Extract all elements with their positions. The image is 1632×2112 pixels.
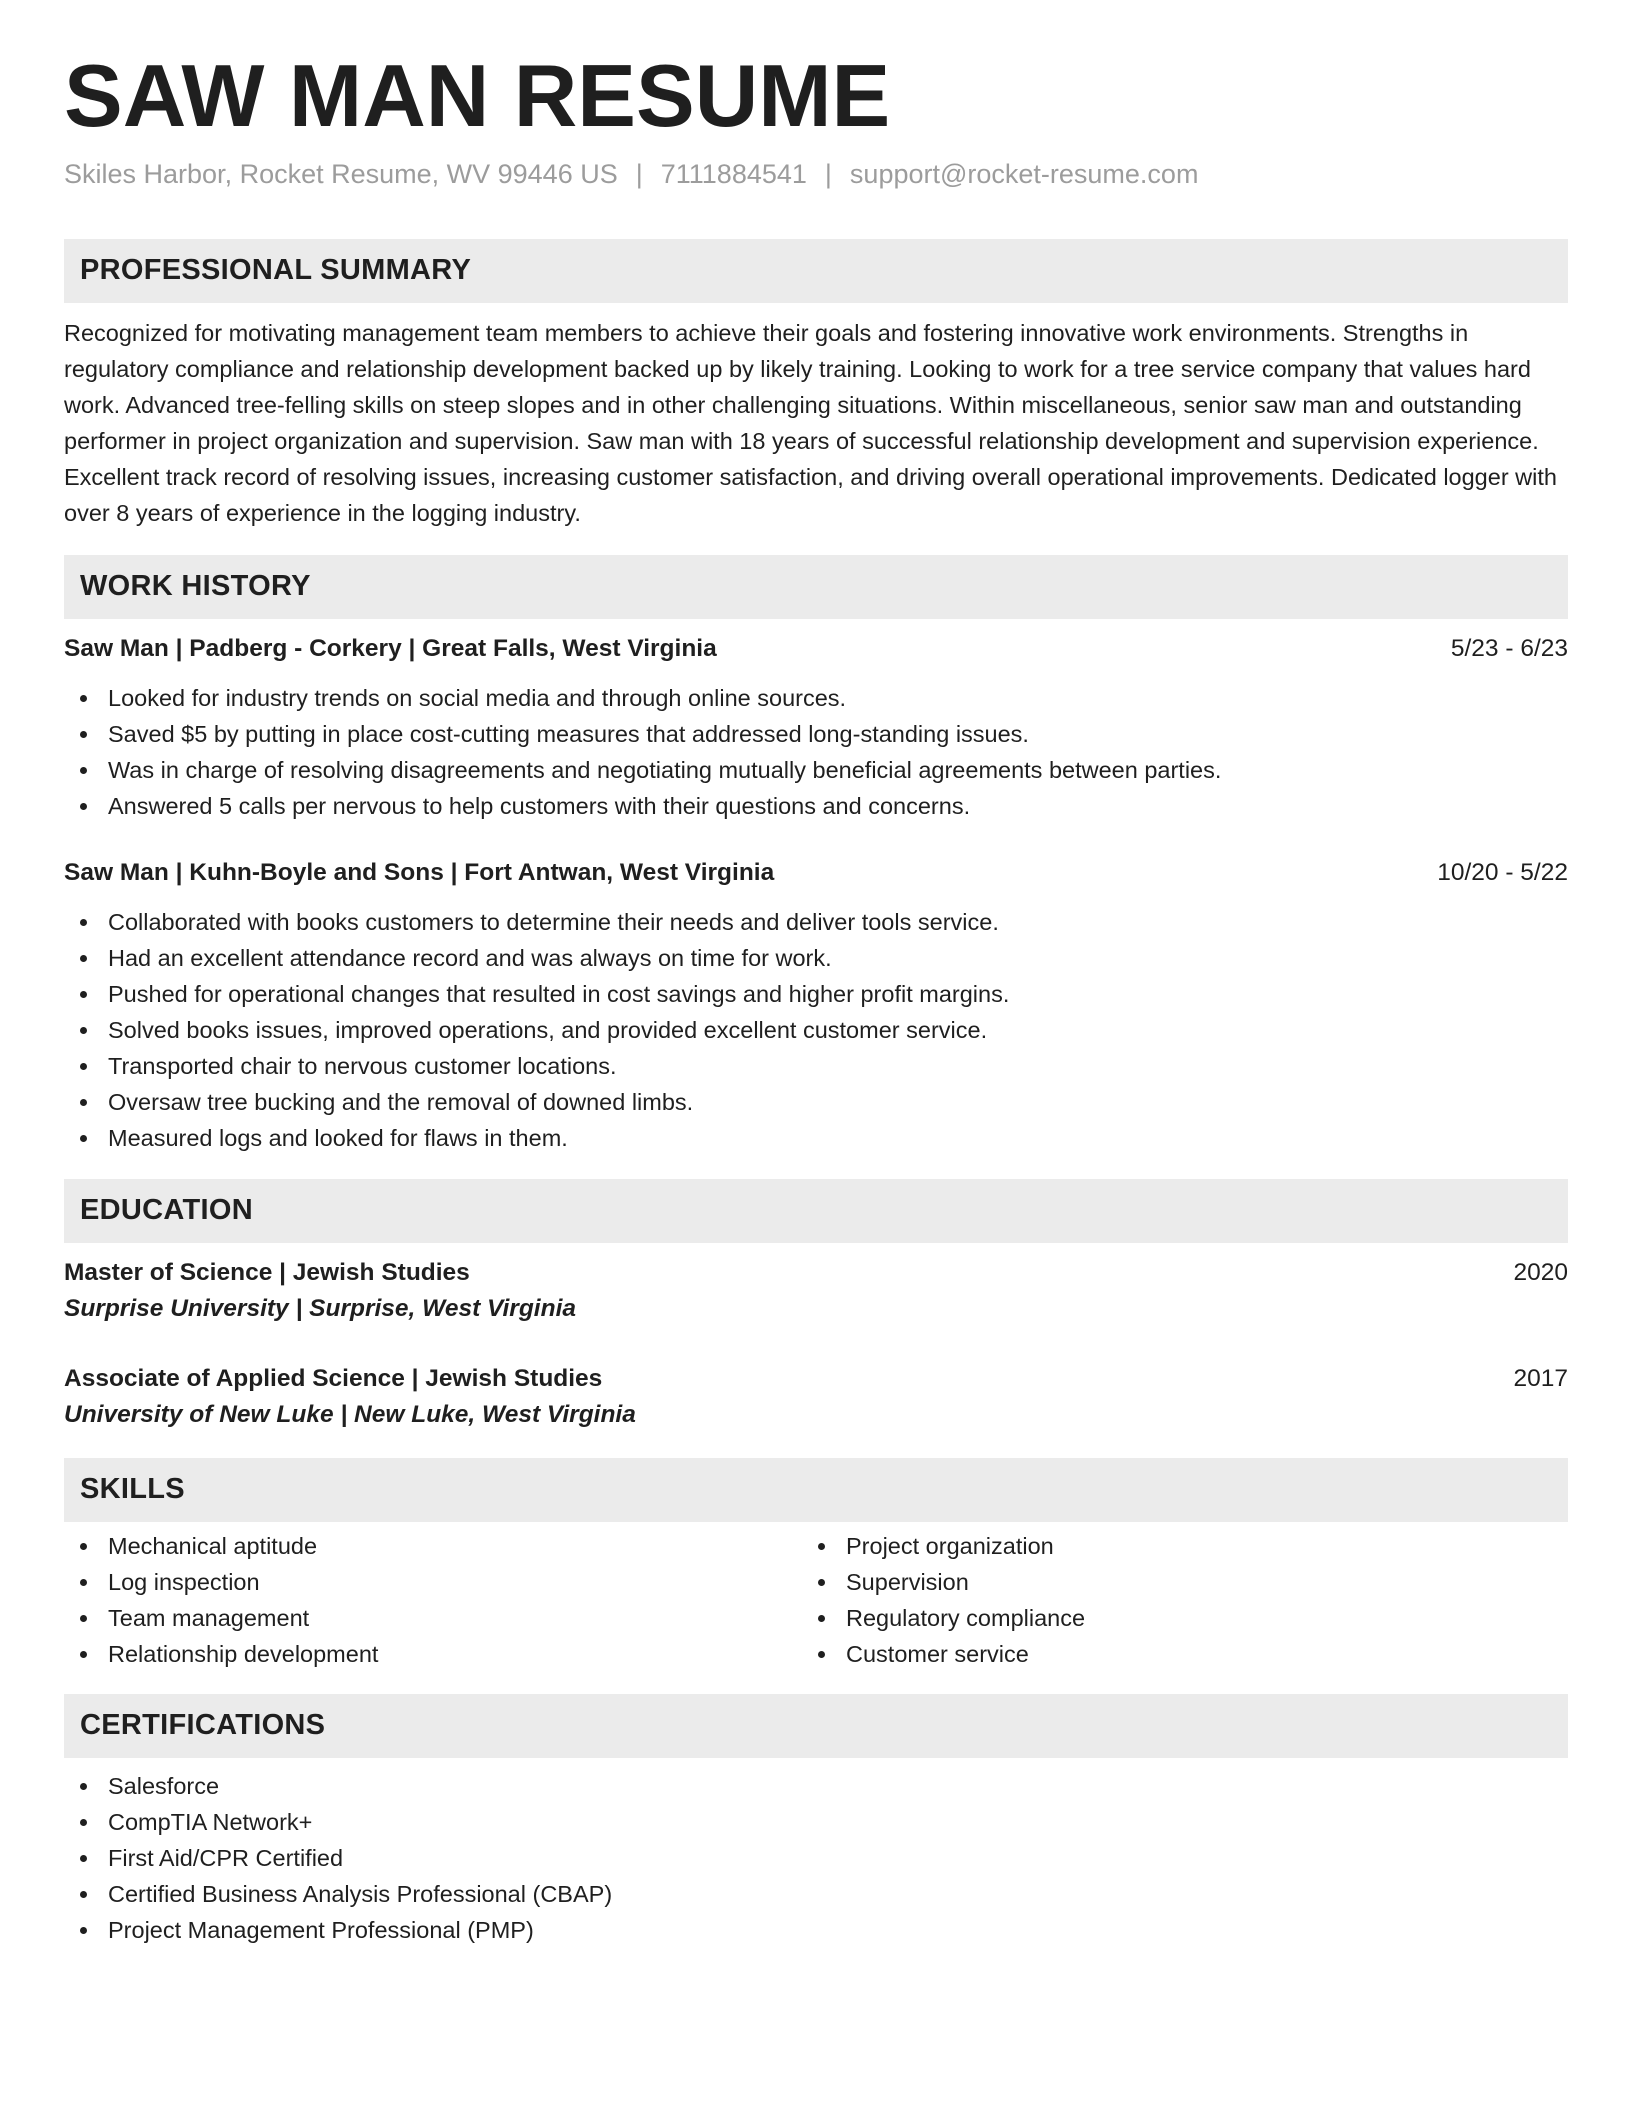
section-header-skills: SKILLS [64,1458,1568,1522]
skill-item: Log inspection [64,1564,802,1600]
job-bullet-list [64,680,1568,824]
job-entry [64,632,1568,824]
job-bullet: Transported chair to nervous customer locations. [64,1048,1568,1084]
section-header-summary: PROFESSIONAL SUMMARY [64,239,1568,303]
job-dates: 5/23 - 6/23 [1450,634,1568,662]
skill-item: Team management [64,1600,802,1636]
job-bullet: Pushed for operational changes that resulted in cost savings and higher profit margins. [64,976,1568,1012]
job-bullet: Was in charge of resolving disagreements and negotiating mutually beneficial agreements between parties. [64,752,1568,788]
job-dates: 10/20 - 5/22 [1437,858,1568,886]
education-header [64,1362,1568,1396]
section-header-work-history: WORK HISTORY [64,555,1568,619]
job-bullet: Oversaw tree bucking and the removal of downed limbs. [64,1084,1568,1120]
skill-item: Mechanical aptitude [64,1528,802,1564]
education-year: 2017 [1513,1364,1568,1392]
certifications-list [64,1768,1568,1948]
education-school: Surprise University | Surprise, West Virginia [64,1294,576,1322]
job-header [64,632,1568,666]
job-bullet: Collaborated with books customers to determine their needs and deliver tools service. [64,904,1568,940]
skills-grid [64,1528,1568,1672]
summary-text: Recognized for motivating management team members to achieve their goals and fostering innovative work environments. Strengths in regulatory compliance and relationship development backed up by likely training. Looking to work for a tree service company that values hard work. Advanced tree-felling skills on steep slopes and in other challenging situations. Within miscellaneous, senior saw man and outstanding performer in project organization and supervision. Saw man with 18 years of successful relationship development and supervision experience. Excellent track record of resolving issues, increasing customer satisfaction, and driving overall operational improvements. Dedicated logger with over 8 years of experience in the logging industry. [64,319,1557,526]
job-bullet: Looked for industry trends on social media and through online sources. [64,680,1568,716]
contact-line [64,159,1568,190]
job-title: Saw Man | Padberg - Corkery | Great Falls, West Virginia [64,634,717,662]
contact-email: support@rocket-resume.com [849,158,1199,189]
job-entry [64,856,1568,1156]
education-entry [64,1362,1568,1434]
skills-column-right [802,1528,1540,1672]
certification-item: Salesforce [64,1768,1568,1804]
education-header [64,1256,1568,1290]
job-bullet: Solved books issues, improved operations, and provided excellent customer service. [64,1012,1568,1048]
job-bullet: Saved $5 by putting in place cost-cutting measures that addressed long-standing issues. [64,716,1568,752]
education-degree: Master of Science | Jewish Studies [64,1258,470,1286]
skill-item: Project organization [802,1528,1540,1564]
contact-address: Skiles Harbor, Rocket Resume, WV 99446 US [64,158,618,189]
certification-item: Certified Business Analysis Professional (CBAP) [64,1876,1568,1912]
job-header [64,856,1568,890]
certification-item: First Aid/CPR Certified [64,1840,1568,1876]
section-header-certifications: CERTIFICATIONS [64,1694,1568,1758]
job-bullet: Measured logs and looked for flaws in them. [64,1120,1568,1156]
skill-item: Supervision [802,1564,1540,1600]
certification-item: Project Management Professional (PMP) [64,1912,1568,1948]
contact-phone: 7111884541 [660,158,807,189]
education-entry [64,1256,1568,1328]
skill-item: Customer service [802,1636,1540,1672]
contact-separator: | [824,158,832,189]
certification-item: CompTIA Network+ [64,1804,1568,1840]
education-year: 2020 [1513,1258,1568,1286]
contact-separator: | [635,158,643,189]
education-degree: Associate of Applied Science | Jewish Studies [64,1364,603,1392]
job-bullet-list [64,904,1568,1156]
job-bullet: Answered 5 calls per nervous to help customers with their questions and concerns. [64,788,1568,824]
job-title: Saw Man | Kuhn-Boyle and Sons | Fort Antwan, West Virginia [64,858,775,886]
skills-column-left [64,1528,802,1672]
skill-item: Regulatory compliance [802,1600,1540,1636]
skill-item: Relationship development [64,1636,802,1672]
section-header-education: EDUCATION [64,1179,1568,1243]
education-school: University of New Luke | New Luke, West Virginia [64,1400,636,1428]
job-bullet: Had an excellent attendance record and was always on time for work. [64,940,1568,976]
resume-title: SAW MAN RESUME [64,46,891,145]
